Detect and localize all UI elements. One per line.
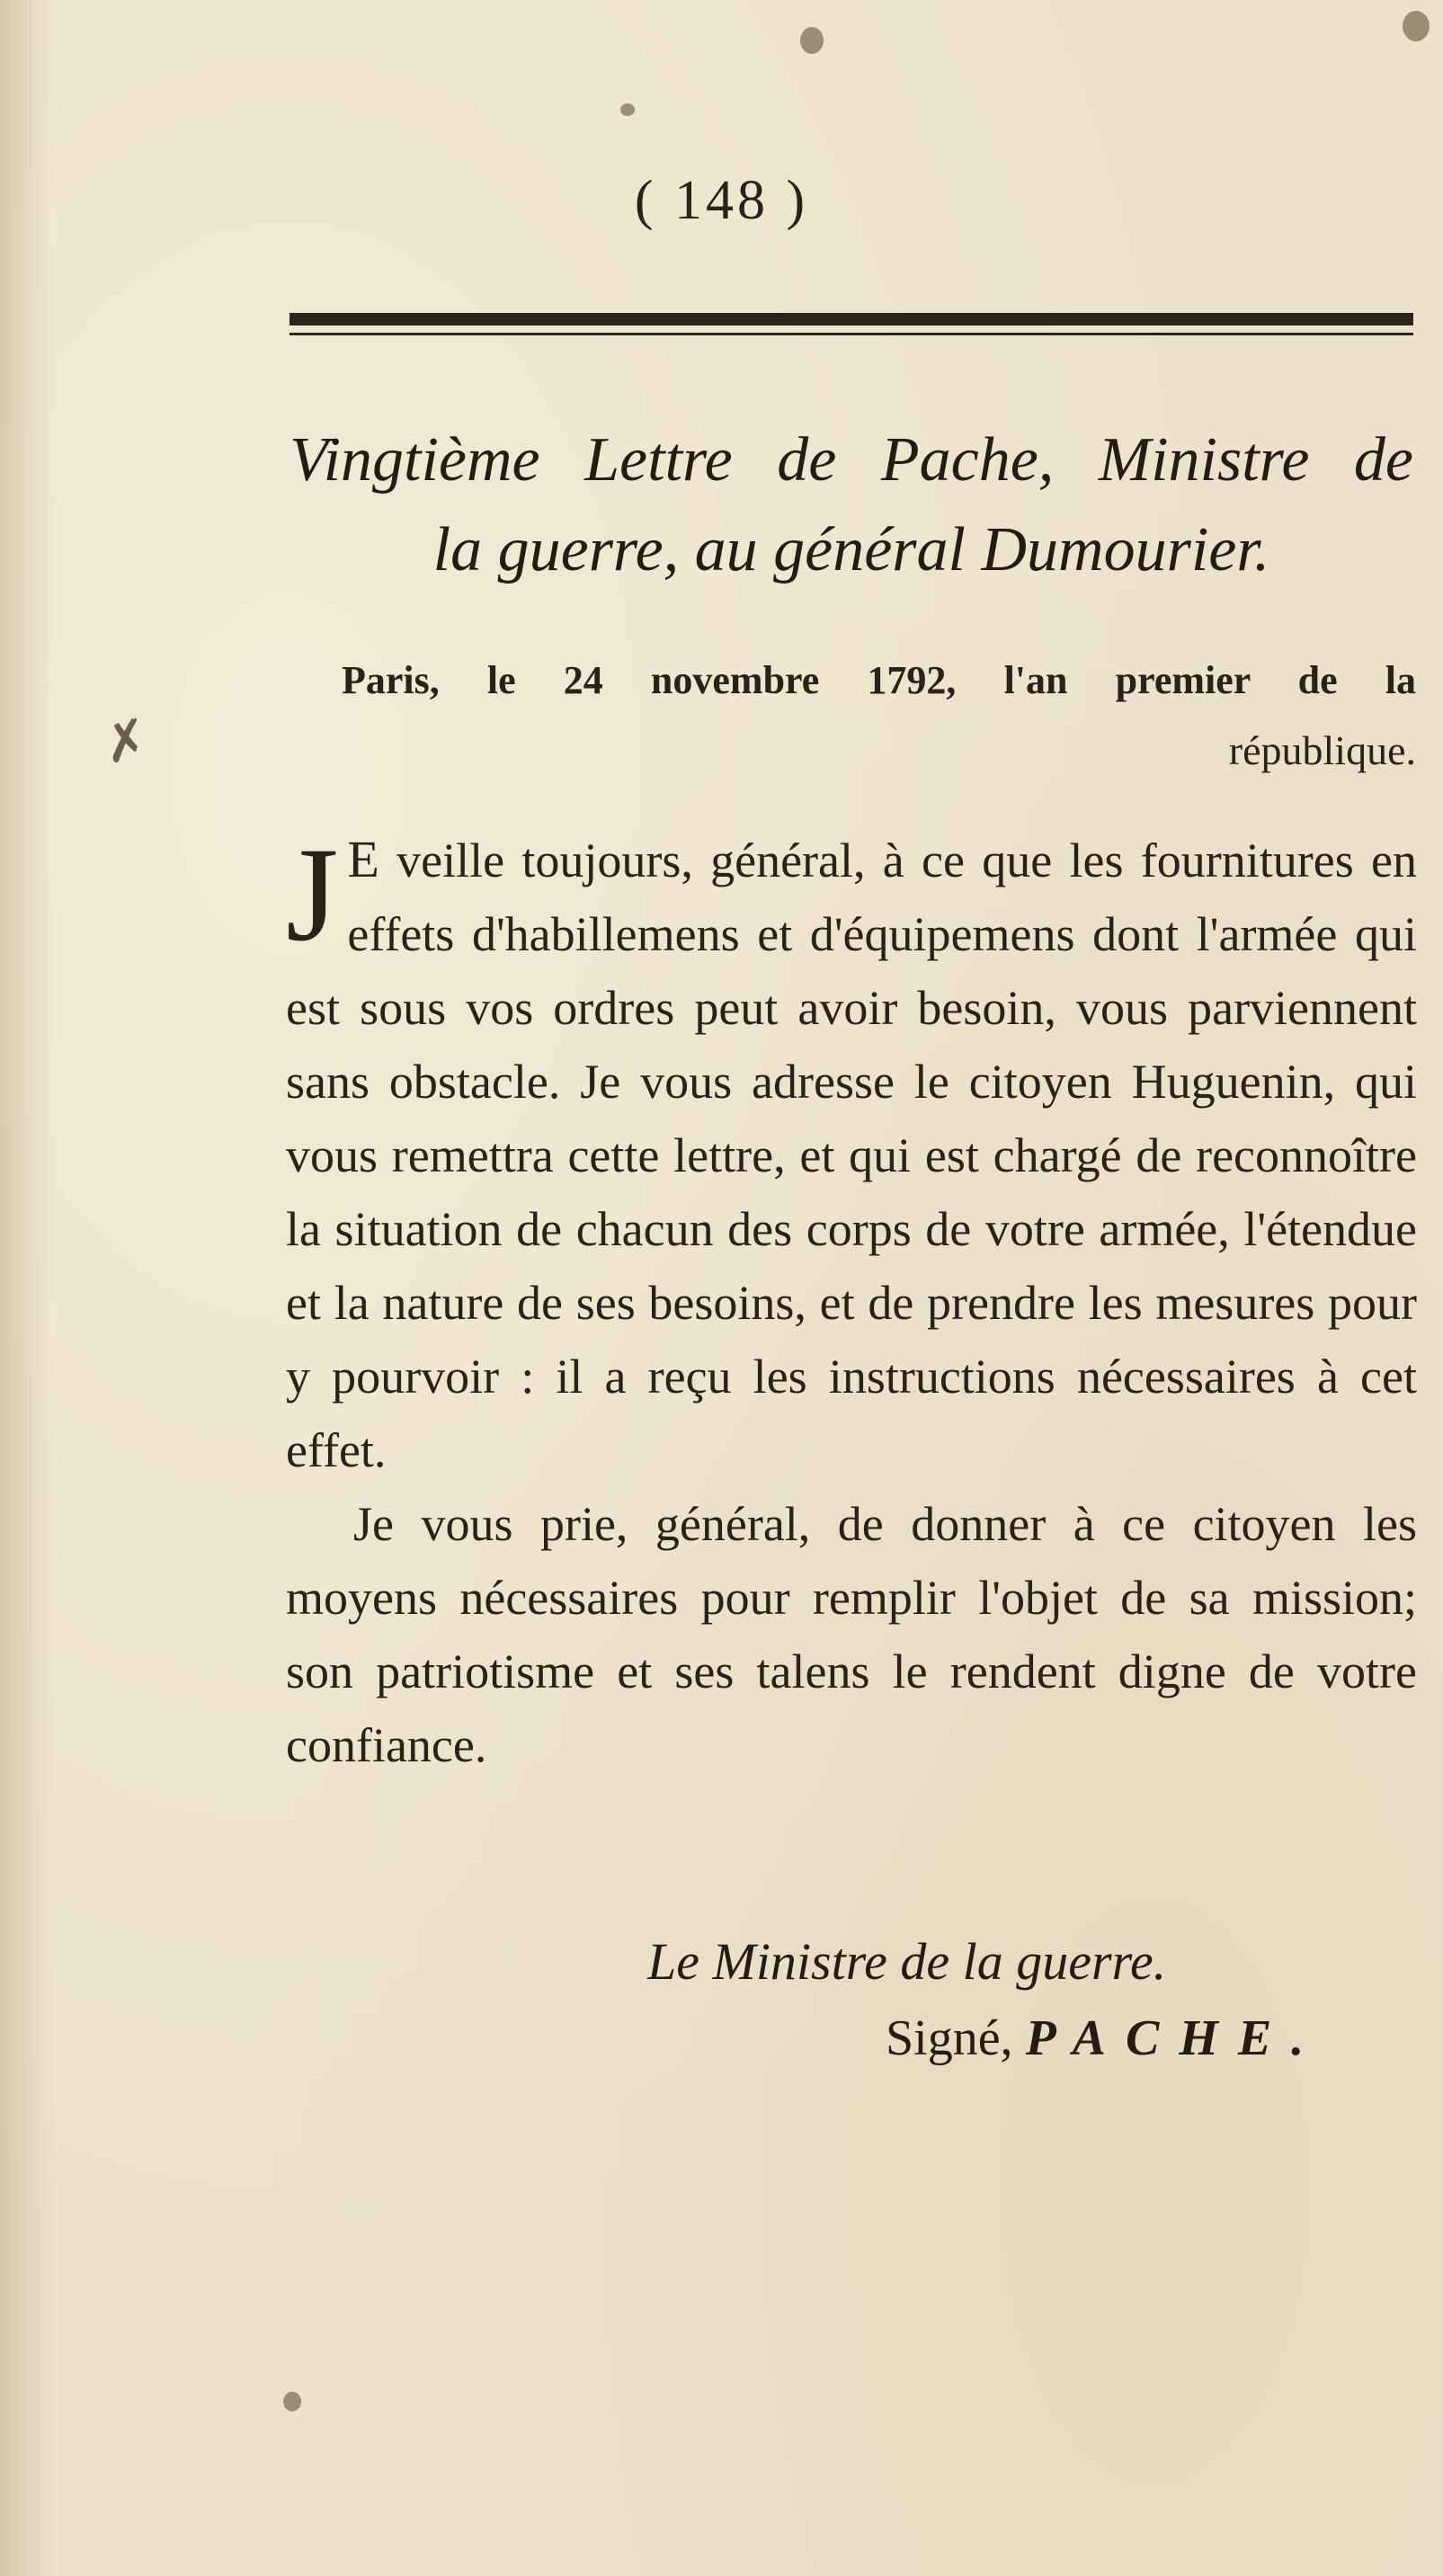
paragraph-1 — [286, 820, 1417, 1487]
signatory-title: Le Ministre de la guerre. — [647, 1932, 1167, 1991]
margin-ink-mark: ✗ — [97, 706, 156, 778]
signed-prefix: Signé, — [886, 2010, 1026, 2066]
signature-line — [886, 2010, 1323, 2067]
drop-cap: J — [286, 820, 339, 969]
signatory-name: PACHE. — [1025, 2010, 1324, 2066]
ink-stain — [1403, 11, 1430, 41]
letter-title-line-1: Vingtième Lettre de Pache, Ministre de — [289, 425, 1413, 495]
ink-stain — [283, 2392, 301, 2411]
small-cap-letter: E — [347, 830, 379, 888]
letter-body — [286, 820, 1417, 1782]
paragraph-2: Je vous prie, général, de donner à ce citoyen les moyens nécessaires pour remplir l'objet de sa mission; son patriotisme et ses talens le rendent digne de votre confiance. — [286, 1497, 1417, 1772]
paragraph-1-text: veille toujours, général, à ce que les fournitures en effets d'habillemens et d'équipemens dont l'armée qui est sous vos ordres peut avoir besoin, vous parviennent sans obstacle. Je vous adresse le citoyen Huguenin, qui vous remettra cette lettre, et qui est chargé de reconnoître la situation de chacun des corps de votre armée, l'étendue et la nature de ses besoins, et de prendre les mesures pour y pourvoir : il a reçu les instructions nécessaires à cet effet. — [286, 833, 1417, 1477]
ink-stain — [620, 103, 635, 116]
page-number: ( 148 ) — [634, 170, 809, 231]
dateline — [342, 646, 1416, 786]
page-fold-shadow — [0, 0, 54, 2576]
header-rule-thick — [289, 313, 1413, 325]
header-rule-thin — [289, 333, 1413, 335]
dateline-line-1: Paris, le 24 novembre 1792, l'an premier de la — [342, 658, 1416, 702]
letter-title-line-2: la guerre, au général Dumourier. — [432, 515, 1270, 584]
letter-title — [289, 415, 1413, 595]
dateline-line-2: république. — [1228, 727, 1416, 773]
ink-stain — [800, 27, 824, 54]
